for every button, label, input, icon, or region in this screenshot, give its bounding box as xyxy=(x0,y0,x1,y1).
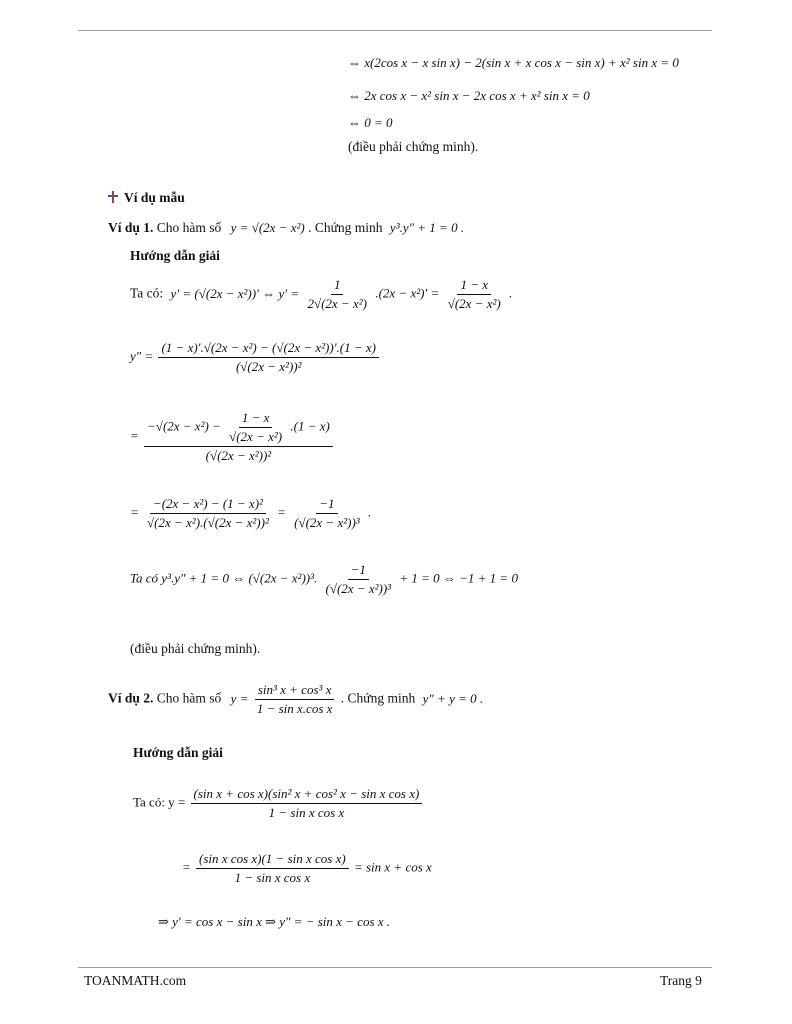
example-1-derivative-2 xyxy=(130,340,381,375)
d3-inner-num: 1 − x xyxy=(239,410,273,428)
s2-eq: = xyxy=(182,859,191,875)
d4-end: . xyxy=(367,504,372,520)
d4-eq: = xyxy=(130,504,139,520)
s1-fraction xyxy=(191,786,423,821)
s1-part-a: Ta có: y = xyxy=(133,794,186,810)
d1-fraction-1 xyxy=(304,277,370,312)
ex2-func-den: 1 − sin x.cos x xyxy=(256,701,333,716)
proof-line-3: ⇔ 0 = 0 xyxy=(348,115,393,130)
d3-num xyxy=(144,410,333,447)
proof-conclusion: (điều phải chứng minh). xyxy=(348,139,479,154)
d3-eq: = xyxy=(130,427,139,443)
example-1-derivative-1 xyxy=(130,277,512,312)
proof-line-1: ⇔ x(2cos x − x sin x) − 2(sin x + x cos x − sin x) + x² sin x = 0 xyxy=(348,55,679,70)
d5-f-den: (√(2x − x²))³ xyxy=(325,581,392,596)
example-2-text-a: Cho hàm số xyxy=(156,690,222,706)
example-2-claim: y″ + y = 0 . xyxy=(422,690,484,706)
section-heading xyxy=(108,190,185,206)
d4-f2-num: −1 xyxy=(316,496,337,514)
bullet-icon xyxy=(108,191,118,203)
d5-f-num: −1 xyxy=(348,562,369,580)
example-2-func-lhs: y = xyxy=(230,690,249,706)
d4-mid: = xyxy=(277,504,286,520)
d1-f1-num: 1 xyxy=(331,277,344,295)
d5-part-a: Ta có y³.y″ + 1 = 0 ⇔ (√(2x − x²))³. xyxy=(130,570,318,586)
example-1-text-b: . Chứng minh xyxy=(308,220,383,235)
d1-fraction-2 xyxy=(445,277,504,312)
s2-part-b: = sin x + cos x xyxy=(353,859,432,875)
d3-inner-den: √(2x − x²) xyxy=(229,429,283,444)
example-1-derivative-3 xyxy=(130,410,335,464)
d3-fraction xyxy=(144,410,333,464)
d3-inner-fraction xyxy=(226,410,285,445)
example-2-text-b: . Chứng minh xyxy=(340,690,416,706)
ex2-func-num: sin³ x + cos³ x xyxy=(255,682,335,700)
footer-rule xyxy=(78,967,712,968)
example-1-claim: y³.y″ + 1 = 0 . xyxy=(389,220,465,235)
example-1-conclusion: (điều phải chứng minh). xyxy=(130,641,261,656)
d5-part-b: + 1 = 0 ⇔ −1 + 1 = 0 xyxy=(399,570,518,586)
example-2-guide-heading: Hướng dẫn giải xyxy=(133,745,223,760)
example-2-label: Ví dụ 2. xyxy=(108,690,154,706)
s1-den: 1 − sin x cos x xyxy=(268,805,345,820)
d3-num-b: .(1 − x) xyxy=(290,418,330,434)
proof-line-2: ⇔ 2x cos x − x² sin x − 2x cos x + x² sin x = 0 xyxy=(348,88,590,103)
d5-fraction xyxy=(323,562,395,597)
example-2-function-fraction xyxy=(254,682,336,717)
d4-f1-num: −(2x − x²) − (1 − x)² xyxy=(150,496,266,514)
header-rule xyxy=(78,30,712,31)
example-1-derivative-4 xyxy=(130,496,371,531)
s2-num: (sin x cos x)(1 − sin x cos x) xyxy=(196,851,349,869)
d3-num-a: −√(2x − x²) − xyxy=(147,418,221,434)
d1-part-b: .(2x − x²)′ = xyxy=(375,285,440,301)
d2-fraction xyxy=(158,340,379,375)
section-title: Ví dụ mẫu xyxy=(124,190,185,205)
d2-num: (1 − x)′.√(2x − x²) − (√(2x − x²))′.(1 − x) xyxy=(158,340,379,358)
example-1-guide-heading: Hướng dẫn giải xyxy=(130,248,220,263)
example-2-step-3: ⇒ y′ = cos x − sin x ⇒ y″ = − sin x − cos x . xyxy=(158,914,391,929)
example-1-label: Ví dụ 1. xyxy=(108,220,154,235)
s1-num: (sin x + cos x)(sin² x + cos² x − sin x cos x) xyxy=(191,786,423,804)
example-1-text-a: Cho hàm số xyxy=(156,220,222,235)
footer-page-number: Trang 9 xyxy=(660,973,702,988)
d1-f2-num: 1 − x xyxy=(457,277,491,295)
ta-co-label: Ta có: xyxy=(130,285,164,301)
d4-f2-den: (√(2x − x²))³ xyxy=(294,515,360,530)
d4-fraction-2 xyxy=(291,496,363,531)
example-2-step-2 xyxy=(182,851,432,886)
d1-part-c: . xyxy=(509,285,513,301)
d1-f1-den: 2√(2x − x²) xyxy=(307,296,367,311)
example-1-function: y = √(2x − x²) xyxy=(230,220,305,235)
example-2-statement xyxy=(108,682,483,717)
d4-f1-den: √(2x − x²).(√(2x − x²))² xyxy=(147,515,269,530)
d1-part-a: y′ = (√(2x − x²))′ ⇔ y′ = xyxy=(170,285,300,301)
d2-den: (√(2x − x²))² xyxy=(235,359,302,374)
s2-fraction xyxy=(196,851,349,886)
footer-site: TOANMATH.com xyxy=(84,973,187,988)
d2-lhs: y″ = xyxy=(130,348,154,364)
d1-f2-den: √(2x − x²) xyxy=(447,296,501,311)
d3-den: (√(2x − x²))² xyxy=(205,448,272,463)
example-1-statement xyxy=(108,220,464,236)
example-1-verification xyxy=(130,562,518,597)
example-2-step-1 xyxy=(133,786,424,821)
s2-den: 1 − sin x cos x xyxy=(234,870,311,885)
d4-fraction-1 xyxy=(144,496,272,531)
